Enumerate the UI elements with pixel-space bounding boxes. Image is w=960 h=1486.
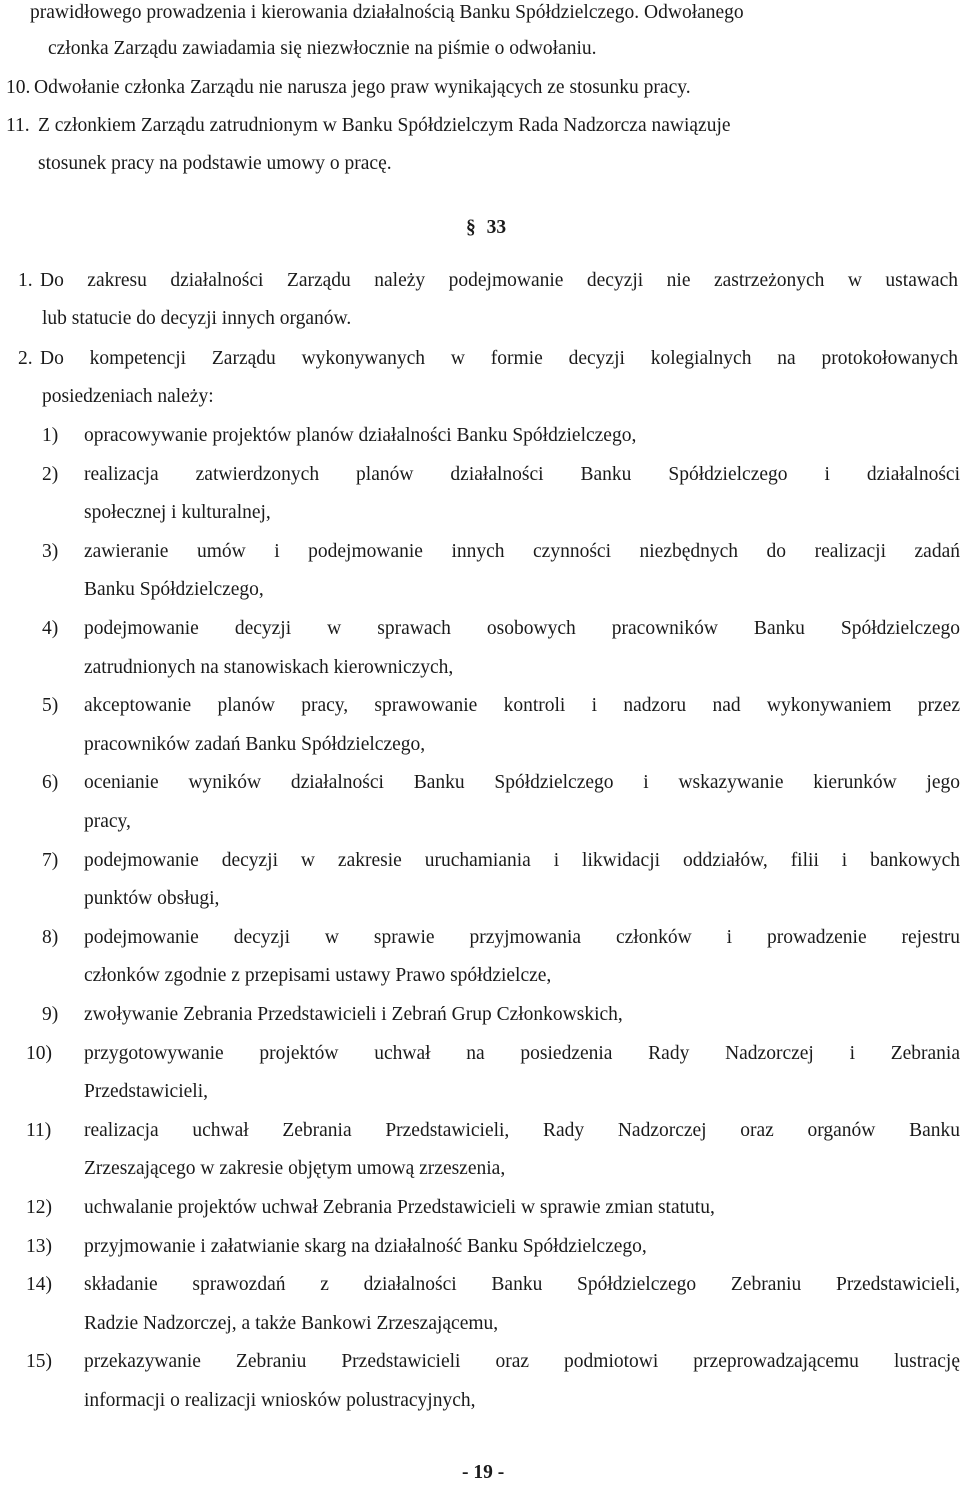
- paragraph-number: 2.: [18, 348, 33, 369]
- list-item-number: 3): [42, 540, 59, 562]
- list-item-text: zwoływanie Zebrania Przedstawicieli i Zebrań Grup Członkowskich,: [84, 1004, 623, 1025]
- list-item-text: Przedstawicieli,: [84, 1081, 208, 1103]
- list-item-text: przekazywanie Zebraniu Przedstawicieli oraz podmiotowi przeprowadzającemu lustrację: [84, 1351, 960, 1373]
- list-item-text: członków zgodnie z przepisami ustawy Prawo spółdzielcze,: [84, 965, 552, 987]
- list-item-text: punktów obsługi,: [84, 888, 220, 910]
- list-item-text: pracowników zadań Banku Spółdzielczego,: [84, 733, 426, 755]
- list-item-text: składanie sprawozdań z działalności Banku Spółdzielczego Zebraniu Przedstawicieli,: [84, 1274, 960, 1296]
- list-item-text: ocenianie wyników działalności Banku Spółdzielczego i wskazywanie kierunków jego: [84, 772, 960, 794]
- list-item-text: podejmowanie decyzji w sprawie przyjmowania członków i prowadzenie rejestru: [84, 926, 960, 948]
- list-item-number: 8): [42, 926, 59, 948]
- paragraph-number: 10.: [6, 77, 31, 98]
- list-item-number: 5): [42, 695, 59, 717]
- list-item-text: przyjmowanie i załatwianie skarg na działalność Banku Spółdzielczego,: [84, 1235, 647, 1257]
- section-number: 33: [486, 217, 507, 238]
- text-line: prawidłowego prowadzenia i kierowania działalnością Banku Spółdzielczego. Odwołanego: [30, 2, 744, 23]
- list-item-text: Banku Spółdzielczego,: [84, 579, 264, 601]
- section-heading: [466, 217, 506, 239]
- list-item-text: informacji o realizacji wniosków polustracyjnych,: [84, 1390, 476, 1411]
- list-item-number: 1): [42, 425, 59, 446]
- list-item-text: Radzie Nadzorczej, a także Bankowi Zrzeszającemu,: [84, 1312, 499, 1334]
- list-item-number: 6): [42, 772, 59, 794]
- section-symbol: §: [466, 217, 476, 238]
- paragraph-text: Z członkiem Zarządu zatrudnionym w Banku Spółdzielczym Rada Nadzorcza nawiązuje: [38, 115, 731, 136]
- list-item-text: uchwalanie projektów uchwał Zebrania Przedstawicieli w sprawie zmian statutu,: [84, 1197, 715, 1218]
- list-item-text: opracowywanie projektów planów działalności Banku Spółdzielczego,: [84, 425, 637, 446]
- list-item-text: Zrzeszającego w zakresie objętym umową zrzeszenia,: [84, 1158, 506, 1180]
- paragraph-number: 1.: [18, 270, 33, 291]
- page-number: - 19 -: [462, 1462, 505, 1483]
- list-item-text: realizacja uchwał Zebrania Przedstawicieli, Rady Nadzorczej oraz organów Banku: [84, 1119, 960, 1141]
- list-item-number: 14): [26, 1274, 52, 1296]
- list-item-number: 13): [26, 1235, 52, 1257]
- list-item-number: 15): [26, 1351, 52, 1373]
- list-item-text: akceptowanie planów pracy, sprawowanie kontroli i nadzoru nad wykonywaniem przez: [84, 695, 960, 717]
- paragraph-text: Do zakresu działalności Zarządu należy podejmowanie decyzji nie zastrzeżonych w ustawach: [40, 270, 958, 291]
- list-item-text: realizacja zatwierdzonych planów działalności Banku Spółdzielczego i działalności: [84, 463, 960, 485]
- paragraph-text: Odwołanie członka Zarządu nie narusza jego praw wynikających ze stosunku pracy.: [34, 77, 691, 98]
- list-item-text: podejmowanie decyzji w sprawach osobowych pracowników Banku Spółdzielczego: [84, 618, 960, 639]
- list-item-number: 11): [26, 1119, 52, 1141]
- list-item-text: zatrudnionych na stanowiskach kierowniczych,: [84, 656, 454, 678]
- paragraph-text: stosunek pracy na podstawie umowy o pracę.: [38, 153, 392, 174]
- paragraph-text: lub statucie do decyzji innych organów.: [42, 308, 352, 329]
- list-item-text: społecznej i kulturalnej,: [84, 502, 271, 524]
- list-item-number: 7): [42, 849, 59, 871]
- list-item-text: przygotowywanie projektów uchwał na posiedzenia Rady Nadzorczej i Zebrania: [84, 1042, 960, 1064]
- list-item-number: 10): [26, 1042, 52, 1064]
- list-item-text: pracy,: [84, 811, 131, 832]
- list-item-text: podejmowanie decyzji w zakresie uruchamiania i likwidacji oddziałów, filii i bankowych: [84, 849, 960, 871]
- paragraph-text: posiedzeniach należy:: [42, 386, 214, 407]
- paragraph-number: 11.: [6, 115, 30, 136]
- paragraph-text: Do kompetencji Zarządu wykonywanych w formie decyzji kolegialnych na protokołowanych: [40, 348, 958, 369]
- list-item-number: 4): [42, 618, 59, 639]
- list-item-number: 12): [26, 1197, 52, 1218]
- list-item-number: 9): [42, 1004, 59, 1025]
- list-item-number: 2): [42, 463, 59, 485]
- list-item-text: zawieranie umów i podejmowanie innych czynności niezbędnych do realizacji zadań: [84, 540, 960, 562]
- text-line: członka Zarządu zawiadamia się niezwłocznie na piśmie o odwołaniu.: [48, 38, 597, 59]
